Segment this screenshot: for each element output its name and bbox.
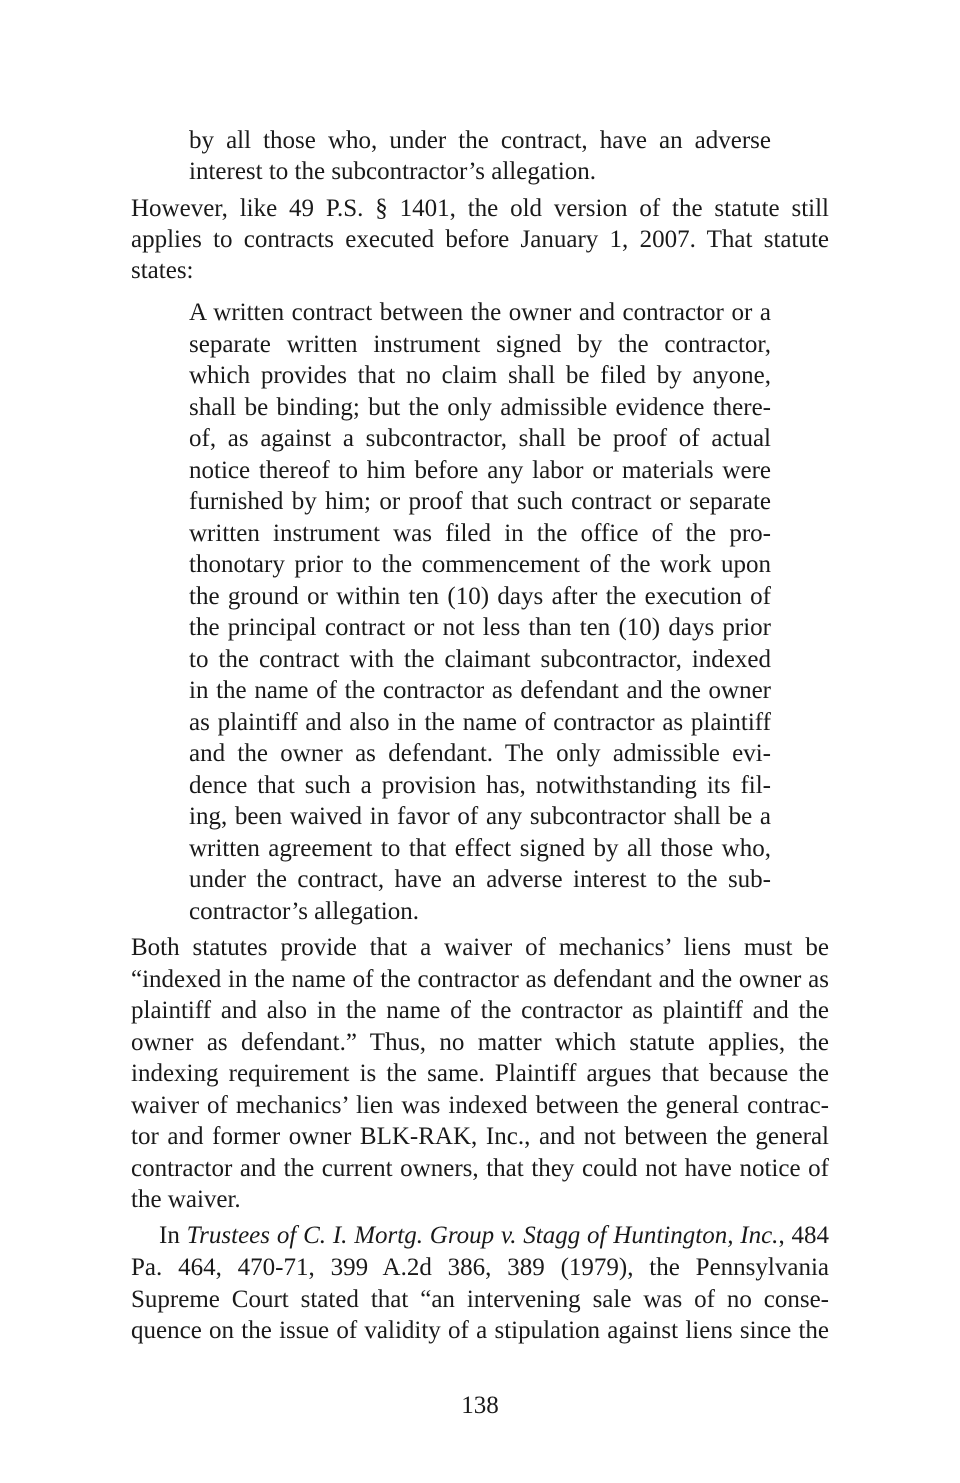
block-quote-line: the principal contract or not less than ten (10) days prior — [189, 614, 771, 641]
block-quote-line: the ground or within ten (10) days after the execution of — [189, 582, 771, 610]
case-citation-title: Trustees of C. I. Mortg. Group v. Stagg of Huntington, Inc. — [186, 1222, 779, 1249]
block-quote-line: in the name of the contractor as defendant and the owner — [189, 677, 771, 704]
quote-tail-line: by all those who, under the contract, have an adverse — [189, 127, 771, 154]
block-quote-line: as plaintiff and also in the name of contractor as plaintiff — [189, 708, 771, 736]
paragraph-line: contractor and the current owners, that they could not have notice of — [131, 1154, 829, 1182]
paragraph-line: waiver of mechanics’ lien was indexed between the general contrac- — [131, 1091, 829, 1119]
block-quote-line: contractor’s allegation. — [189, 897, 420, 925]
quote-tail-line: interest to the subcontractor’s allegation. — [189, 158, 597, 185]
paragraph-line: However, like 49 P.S. § 1401, the old version of the statute still — [131, 195, 829, 222]
paragraph-line: applies to contracts executed before January 1, 2007. That statute — [131, 226, 829, 253]
paragraph-line: Pa. 464, 470-71, 399 A.2d 386, 389 (1979), the Pennsylvania — [131, 1254, 829, 1281]
paragraph-line: Both statutes provide that a waiver of mechanics’ liens must be — [131, 934, 829, 961]
block-quote-line: notice thereof to him before any labor or materials were — [189, 456, 771, 484]
paragraph-line: states: — [131, 257, 194, 284]
block-quote-line: under the contract, have an adverse interest to the sub- — [189, 866, 771, 893]
page-number: 138 — [461, 1392, 499, 1419]
paragraph-line: indexing requirement is the same. Plaintiff argues that because the — [131, 1060, 829, 1087]
block-quote-line: written instrument was filed in the office of the pro- — [189, 519, 771, 547]
block-quote-line: thonotary prior to the commencement of the work upon — [189, 551, 771, 578]
paragraph-suffix: , 484 — [778, 1222, 830, 1249]
block-quote-line: written agreement to that effect signed by all those who, — [189, 834, 771, 862]
block-quote-line: furnished by him; or proof that such contract or separate — [189, 488, 771, 515]
block-quote-line: separate written instrument signed by the contractor, — [189, 330, 771, 358]
paragraph-line: tor and former owner BLK-RAK, Inc., and not between the general — [131, 1123, 829, 1150]
block-quote-line: shall be binding; but the only admissible evidence there- — [189, 393, 771, 421]
paragraph-line: “indexed in the name of the contractor as defendant and the owner as — [131, 965, 829, 993]
block-quote-line: A written contract between the owner and contractor or a — [189, 299, 771, 326]
block-quote-line: of, as against a subcontractor, shall be proof of actual — [189, 425, 771, 452]
block-quote-line: which provides that no claim shall be filed by anyone, — [189, 362, 771, 389]
block-quote-line: and the owner as defendant. The only admissible evi- — [189, 740, 771, 767]
paragraph-first-line — [159, 1220, 829, 1251]
paragraph-line: plaintiff and also in the name of the contractor as plaintiff and the — [131, 997, 829, 1024]
paragraph-prefix: In — [159, 1222, 180, 1249]
paragraph-line: owner as defendant.” Thus, no matter which statute applies, the — [131, 1028, 829, 1056]
paragraph-line: quence on the issue of validity of a stipulation against liens since the — [131, 1317, 829, 1344]
paragraph-line: the waiver. — [131, 1186, 241, 1213]
paragraph-line: Supreme Court stated that “an intervening sale was of no conse- — [131, 1285, 829, 1313]
block-quote-line: dence that such a provision has, notwithstanding its fil- — [189, 771, 771, 799]
block-quote-line: ing, been waived in favor of any subcontractor shall be a — [189, 803, 771, 830]
block-quote-line: to the contract with the claimant subcontractor, indexed — [189, 645, 771, 673]
